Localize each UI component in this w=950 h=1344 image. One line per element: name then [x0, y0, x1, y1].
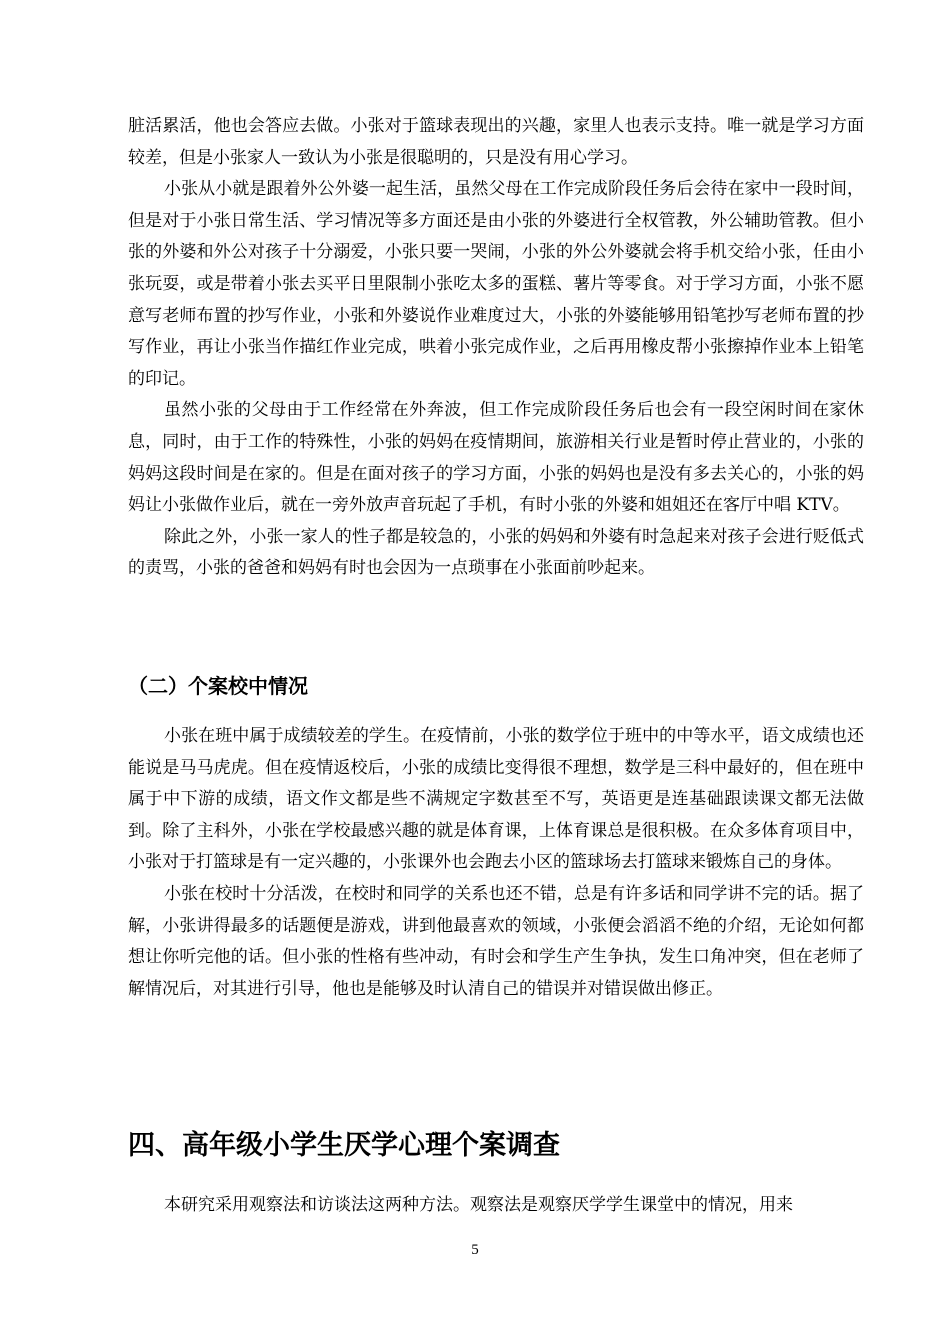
paragraph-family-temper: 除此之外，小张一家人的性子都是较急的，小张的妈妈和外婆有时急起来对孩子会进行贬低式的责骂，小张的爸爸和妈妈有时也会因为一点琐事在小张面前吵起来。 [128, 526, 864, 579]
section-top-body [128, 111, 864, 585]
paragraph-parents-work: 虽然小张的父母由于工作经常在外奔波，但工作完成阶段任务后也会有一段空闲时间在家休息，同时，由于工作的特殊性，小张的妈妈在疫情期间，旅游相关行业是暂时停止营业的，小张的妈妈这段时间是在家的。但是在面对孩子的学习方面，小张的妈妈也是没有多去关心的，小张的妈妈让小张做作业后，就在一旁外放声音玩起了手机，有时小张的外婆和姐姐还在客厅中唱 KTV。 [128, 400, 864, 516]
section-heading: 四、高年级小学生厌学心理个案调查 [128, 1130, 560, 1161]
paragraph-living-with-grandparents: 小张从小就是跟着外公外婆一起生活，虽然父母在工作完成阶段任务后会待在家中一段时间，但是对于小张日常生活、学习情况等多方面还是由小张的外婆进行全权管教，外公辅助管教。但小张的外婆和外公对孩子十分溺爱，小张只要一哭闹，小张的外公外婆就会将手机交给小张，任由小张玩耍，或是带着小张去买平日里限制小张吃太多的蛋糕、薯片等零食。对于学习方面，小张不愿意写老师布置的抄写作业，小张和外婆说作业难度过大，小张的外婆能够用铅笔抄写老师布置的抄写作业，再让小张当作描红作业完成，哄着小张完成作业，之后再用橡皮帮小张擦掉作业本上铅笔的印记。 [128, 179, 864, 389]
subsection-body [128, 721, 864, 1005]
page-number: 5 [471, 1242, 479, 1258]
subsection-heading: （二）个案校中情况 [128, 674, 308, 698]
section4-body [128, 1190, 864, 1222]
paragraph-research-method: 本研究采用观察法和访谈法这两种方法。观察法是观察厌学学生课堂中的情况，用来 [164, 1195, 793, 1215]
paragraph-school-behavior: 小张在校时十分活泼，在校时和同学的关系也还不错，总是有许多话和同学讲不完的话。据了解，小张讲得最多的话题便是游戏，讲到他最喜欢的领域，小张便会滔滔不绝的介绍，无论如何都想让你听完他的话。但小张的性格有些冲动，有时会和学生产生争执，发生口角冲突，但在老师了解情况后，对其进行引导，他也是能够及时认清自己的错误并对错误做出修正。 [128, 883, 864, 999]
paragraph-continued: 脏活累活，他也会答应去做。小张对于篮球表现出的兴趣，家里人也表示支持。唯一就是学习方面较差，但是小张家人一致认为小张是很聪明的，只是没有用心学习。 [128, 116, 864, 168]
paragraph-school-performance: 小张在班中属于成绩较差的学生。在疫情前，小张的数学位于班中的中等水平，语文成绩也还能说是马马虎虎。但在疫情返校后，小张的成绩比变得很不理想，数学是三科中最好的，但在班中属于中下游的成绩，语文作文都是些不满规定字数甚至不写，英语更是连基础跟读课文都无法做到。除了主科外，小张在学校最感兴趣的就是体育课，上体育课总是很积极。在众多体育项目中，小张对于打篮球是有一定兴趣的，小张课外也会跑去小区的篮球场去打篮球来锻炼自己的身体。 [128, 726, 864, 873]
